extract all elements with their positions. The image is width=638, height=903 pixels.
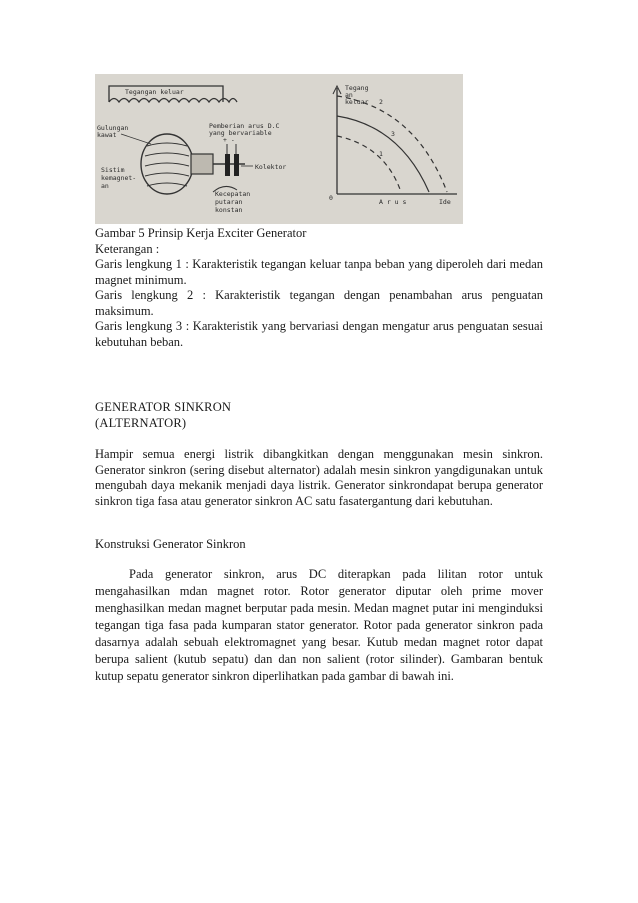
paragraph-1 xyxy=(95,447,543,509)
rotor-shaft xyxy=(191,154,213,174)
caption-title: Gambar 5 Prinsip Kerja Exciter Generator xyxy=(95,226,307,240)
collector-brush-1 xyxy=(225,154,230,176)
label-kawat: kawat xyxy=(97,131,117,139)
caption-line-3: Garis lengkung 3 : Karakteristik yang bervariasi dengan mengatur arus penguatan sesuai kebutuhan beban. xyxy=(95,319,543,349)
paragraph-2 xyxy=(95,566,543,685)
label-kolektor: Kolektor xyxy=(255,163,287,171)
label-yang-bervariable: yang bervariable xyxy=(209,129,272,137)
label-konstan: konstan xyxy=(215,206,243,214)
label-gulungan: Gulungan xyxy=(97,124,129,132)
exciter-diagram xyxy=(95,74,463,224)
subheading xyxy=(95,537,543,553)
coil-winding xyxy=(109,99,237,103)
paragraph-1-text: Hampir semua energi listrik dibangkitkan dengan menggunakan mesin sinkron. Generator sinkron (sering disebut alternator) adalah mesin sinkron yangdigunakan untuk mengubah daya mekanik menjadi daya listrik. Generator sinkrondapat berupa generator sinkron tiga fasa atau generator sinkron AC satu fasatergantung dari kebutuhan. xyxy=(95,447,543,508)
label-plus-minus: + - xyxy=(223,136,235,144)
label-ide: Ide xyxy=(439,198,451,206)
caption-line-1: Garis lengkung 1 : Karakteristik tegangan keluar tanpa beban yang diperoleh dari medan magnet minimum. xyxy=(95,257,543,287)
curve-2 xyxy=(337,96,447,192)
heading-line-2: (ALTERNATOR) xyxy=(95,415,187,430)
label-curve-1: 1 xyxy=(379,150,383,158)
label-kecepatan: Kecepatan xyxy=(215,190,251,198)
label-tegangan-keluar: Tegangan keluar xyxy=(125,88,184,96)
caption-line-2: Garis lengkung 2 : Karakteristik tegangan dengan penambahan arus penguatan maksimum. xyxy=(95,288,543,318)
label-an-2: an xyxy=(345,91,353,99)
label-curve-2: 2 xyxy=(379,98,383,106)
label-kemagnet: kemagnet- xyxy=(101,174,137,182)
caption-keterangan: Keterangan : xyxy=(95,241,160,256)
curve-3 xyxy=(337,116,429,192)
label-origin: 0 xyxy=(329,194,333,202)
label-sistim: Sistim xyxy=(101,166,125,174)
label-pemberian: Pemberian arus D.C xyxy=(209,122,280,130)
label-keluar: keluar xyxy=(345,98,369,106)
collector-brush-2 xyxy=(234,154,239,176)
section-heading xyxy=(95,400,543,431)
exciter-generator-figure xyxy=(95,74,463,224)
paragraph-2-text: Pada generator sinkron, arus DC diterapkan pada lilitan rotor untuk mengahasilkan mdan magnet rotor. Rotor generator diputar oleh prime mover menghasilkan medan magnet berputar pada mesin. Medan magnet putar ini menginduksi tegangan tiga fasa pada kumparan stator generator. Rotor pada generator sinkron pada dasarnya adalah sebuah elektromagnet yang besar. Kutub medan magnet rotor dapat berupa salient (kutub sepatu) dan dan non salient (rotor silinder). Gambaran bentuk kutup sepatu generator sinkron diperlihatkan pada gambar di bawah ini. xyxy=(95,567,543,683)
figure-caption xyxy=(95,226,543,350)
subheading-text: Konstruksi Generator Sinkron xyxy=(95,537,246,551)
label-arus: A r u s xyxy=(379,198,407,206)
label-curve-3: 3 xyxy=(391,130,395,138)
curve-1 xyxy=(337,136,401,192)
label-an: an xyxy=(101,182,109,190)
label-putaran: putaran xyxy=(215,198,243,206)
label-tegang: Tegang xyxy=(345,84,369,92)
heading-line-1: GENERATOR SINKRON xyxy=(95,400,232,414)
